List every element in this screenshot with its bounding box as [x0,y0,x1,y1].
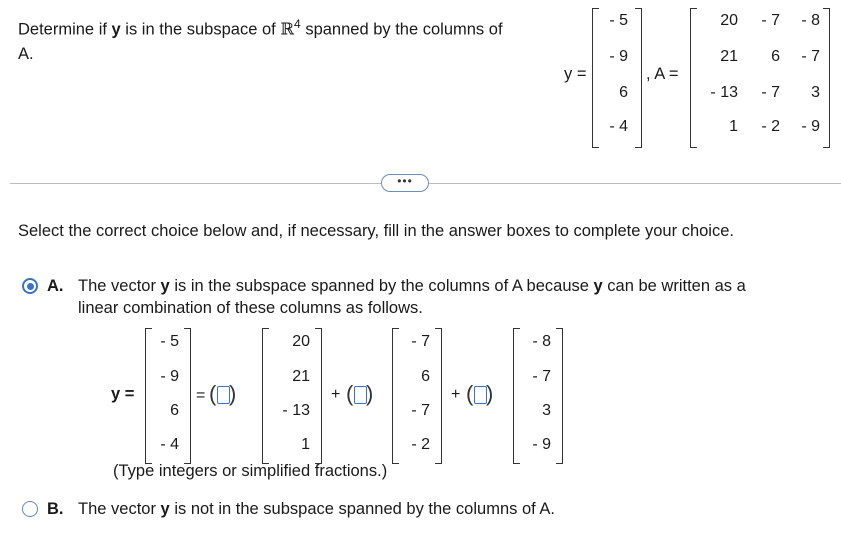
choice-b-radio[interactable] [22,501,38,517]
eq-y-label: y = [111,385,135,403]
a-entry: 21 [720,48,738,65]
column-1-vector [262,328,322,464]
equals-sign: = [196,387,206,404]
choice-b-letter[interactable]: B. [47,500,64,518]
a-entry: - 13 [710,84,738,101]
given-a-matrix [690,8,830,148]
a-entry: - 9 [801,118,820,135]
col1-entry: 21 [292,368,310,385]
plus-sign: + [451,386,461,403]
col2-entry: - 7 [411,402,430,419]
col1-entry: - 13 [282,402,310,419]
expand-more-button[interactable]: ••• [381,174,429,192]
lhs-entry: - 9 [160,368,179,385]
answer-format-hint: (Type integers or simplified fractions.) [113,462,388,480]
a-entry: 6 [771,48,780,65]
y-entry: - 9 [609,48,628,65]
col3-entry: 3 [542,402,551,419]
a-entry: - 2 [761,118,780,135]
given-y-vector [592,8,642,148]
a-entry: 3 [811,84,820,101]
col3-entry: - 9 [532,436,551,453]
given-a-label: , A = [646,65,679,83]
a-entry: - 7 [761,12,780,29]
question-text: Determine if y is in the subspace of ℝ$^4$ spanned by the columns of A. [18,17,503,63]
col2-entry: - 7 [411,333,430,350]
y-entry: - 4 [609,118,628,135]
coefficient-3-input[interactable]: ( ) [466,381,494,406]
a-entry: 1 [729,118,738,135]
col2-entry: - 2 [411,436,430,453]
col1-entry: 20 [292,333,310,350]
lhs-entry: - 4 [160,436,179,453]
column-3-vector [513,328,563,464]
given-y-label: y = [564,65,587,83]
choice-a-letter[interactable]: A. [47,277,64,295]
choice-b-text[interactable]: The vector y is not in the subspace spanned by the columns of A. [78,500,555,518]
plus-sign: + [331,386,341,403]
y-entry: 6 [619,84,628,101]
col3-entry: - 7 [532,368,551,385]
coefficient-1-input[interactable]: ( ) [209,381,237,406]
lhs-entry: - 5 [160,333,179,350]
column-2-vector [392,328,442,464]
choice-a-text[interactable]: The vector y is in the subspace spanned by the columns of A because y can be written as a linear combination of these columns as follows. [78,277,746,317]
col2-entry: 6 [421,368,430,385]
a-entry: 20 [720,12,738,29]
col1-entry: 1 [301,436,310,453]
instruction-text: Select the correct choice below and, if necessary, fill in the answer boxes to complete your choice. [18,222,734,240]
y-entry: - 5 [609,12,628,29]
choice-a-radio[interactable] [22,278,38,294]
col3-entry: - 8 [532,333,551,350]
a-entry: - 8 [801,12,820,29]
a-entry: - 7 [801,48,820,65]
lhs-vector [145,328,191,464]
lhs-entry: 6 [170,402,179,419]
coefficient-2-input[interactable]: ( ) [346,381,374,406]
a-entry: - 7 [761,84,780,101]
